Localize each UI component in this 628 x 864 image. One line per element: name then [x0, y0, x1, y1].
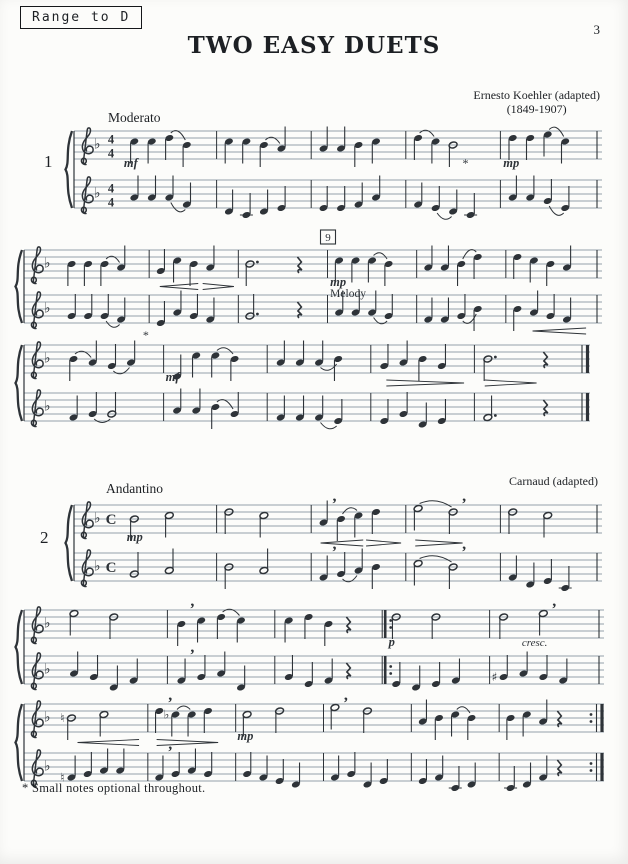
footnote: * Small notes optional throughout. — [22, 781, 206, 795]
piece-2-number: 2 — [40, 528, 49, 547]
piece-1-number: 1 — [44, 152, 53, 171]
composer-dates: (1849-1907) — [506, 102, 567, 116]
svg-text:♭: ♭ — [94, 136, 101, 153]
svg-text:♭: ♭ — [44, 661, 51, 678]
music-system-1 — [64, 120, 604, 233]
svg-text:♭: ♭ — [44, 758, 51, 775]
svg-text:♮: ♮ — [60, 711, 65, 725]
svg-text:♭: ♭ — [44, 350, 51, 367]
svg-text:Melody: Melody — [330, 288, 366, 300]
svg-text:,: , — [332, 488, 337, 505]
svg-text:♭: ♭ — [94, 558, 101, 575]
svg-text:,: , — [552, 593, 557, 610]
svg-text:9: 9 — [325, 232, 331, 244]
svg-text:♭: ♭ — [94, 185, 101, 202]
svg-text:p: p — [388, 635, 395, 649]
svg-text:mf: mf — [165, 370, 180, 384]
music-system-3 — [14, 328, 592, 446]
svg-text:cresc.: cresc. — [521, 637, 548, 649]
svg-text:♯: ♯ — [491, 670, 498, 684]
music-system-5 — [14, 593, 606, 709]
svg-text:*: * — [462, 156, 469, 170]
svg-text:4: 4 — [107, 132, 115, 147]
svg-text:mp: mp — [330, 275, 347, 289]
svg-text:,: , — [343, 687, 348, 704]
svg-text:mp: mp — [503, 156, 520, 170]
page-title: TWO EASY DUETS — [187, 32, 441, 59]
svg-text:♭: ♭ — [163, 707, 170, 722]
svg-text:mp: mp — [126, 530, 143, 544]
svg-text:4: 4 — [107, 146, 115, 161]
svg-text:mp: mp — [237, 729, 254, 743]
music-system-2 — [14, 228, 604, 348]
svg-text:♮: ♮ — [60, 770, 65, 785]
svg-text:♭: ♭ — [44, 709, 51, 726]
svg-text:,: , — [190, 639, 195, 656]
range-indicator: Range to D — [20, 6, 142, 29]
svg-text:♭: ♭ — [94, 510, 101, 527]
svg-text:4: 4 — [107, 195, 115, 210]
svg-text:*: * — [142, 328, 149, 342]
piece-2-tempo: Andantino — [106, 481, 163, 496]
svg-text:mf: mf — [123, 156, 138, 170]
composer-credit — [473, 88, 600, 116]
svg-text:,: , — [332, 536, 337, 553]
svg-text:♭: ♭ — [44, 300, 51, 317]
svg-text:C: C — [105, 560, 117, 576]
svg-text:,: , — [190, 593, 195, 610]
page-number: 3 — [593, 22, 600, 37]
svg-text:,: , — [462, 488, 467, 505]
svg-text:C: C — [105, 512, 117, 528]
svg-text:♭: ♭ — [44, 398, 51, 415]
svg-text:,: , — [168, 687, 173, 704]
svg-text:4: 4 — [107, 181, 115, 196]
svg-text:,: , — [462, 536, 467, 553]
piece-2-composer: Carnaud (adapted) — [509, 474, 598, 488]
svg-text:♭: ♭ — [44, 615, 51, 632]
svg-text:♭: ♭ — [44, 255, 51, 272]
composer-name: Ernesto Koehler (adapted) — [473, 88, 600, 102]
piece-1-tempo: Moderato — [108, 110, 161, 125]
